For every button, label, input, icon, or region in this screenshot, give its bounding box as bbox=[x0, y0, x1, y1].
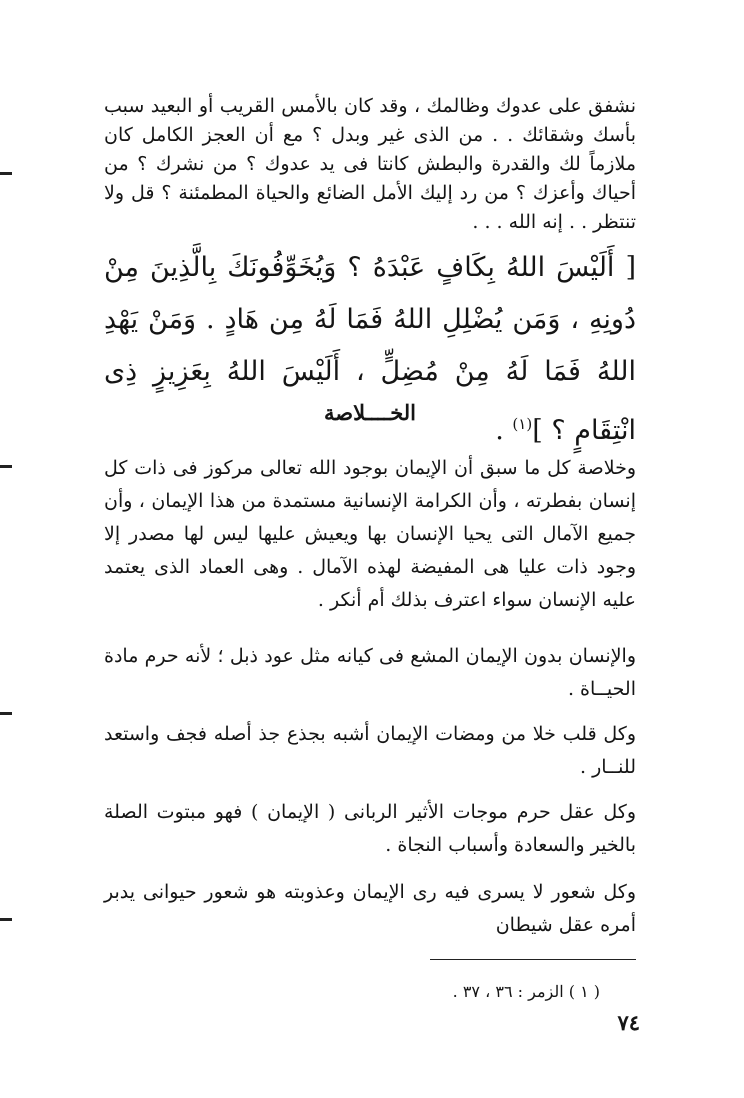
footnote-reference: (١) bbox=[512, 415, 533, 433]
quran-verse-text: [ أَلَيْسَ اللهُ بِكَافٍ عَبْدَهُ ؟ وَيُخَوِّفُونَكَ بِالَّذِينَ مِنْ دُونِهِ ، وَمَن يُضْلِلِ اللهُ فَمَا لَهُ مِن هَادٍ . وَمَنْ يَهْدِ اللهُ فَمَا لَهُ مِنْ مُضِلٍّ ، أَلَيْسَ اللهُ بِعَزِيزٍ ذِى انْتِقَامٍ ؟ ] bbox=[104, 252, 636, 446]
page-number: ٧٤ bbox=[617, 1010, 640, 1035]
paragraph-heart: وكل قلب خلا من ومضات الإيمان أشبه بجذع جذ أصله فجف واستعد للنــار . bbox=[104, 723, 636, 778]
paragraph-human: والإنسان بدون الإيمان المشع فى كيانه مثل عود ذبل ؛ لأنه حرم مادة الحيــاة . bbox=[104, 645, 636, 700]
footnote-divider bbox=[430, 959, 636, 960]
paragraph-feeling: وكل شعور لا يسرى فيه رى الإيمان وعذوبته هو شعور حيوانى يدبر أمره عقل شيطان bbox=[104, 881, 636, 936]
section-heading: الخــــلاصة bbox=[323, 400, 417, 425]
margin-mark bbox=[0, 465, 12, 468]
footnote: ( ١ ) الزمر : ٣٦ ، ٣٧ . bbox=[452, 982, 600, 1001]
paragraph-summary: وخلاصة كل ما سبق أن الإيمان بوجود الله تعالى مركوز فى ذات كل إنسان بفطرته ، وأن الكرامة الإنسانية مستمدة من هذا الإيمان ، وأن جميع الآمال التى يحيا الإنسان بها ويعيش عليها ليس لها مصدر إلا وجود ذات عليا هى المفيضة لهذه الآمال . وهى العماد الذى يعتمد عليه الإنسان سواء اعترف بذلك أم أنكر . bbox=[104, 457, 636, 611]
paragraph-mind: وكل عقل حرم موجات الأثير الربانى ( الإيمان ) فهو مبتوت الصلة بالخير والسعادة وأسباب النجاة . bbox=[104, 801, 636, 856]
paragraph-intro: نشفق على عدوك وظالمك ، وقد كان بالأمس القريب أو البعيد سبب بأسك وشقائك . . من الذى غير وبدل ؟ مع أن العجز الكامل كان ملازماً لك والقدرة والبطش كانتا فى يد عدوك ؟ من نشرك ؟ من أحياك وأعزك ؟ من رد إليك الأمل الضائع والحياة المطمئنة ؟ قل ولا تنتظر . . إنه الله . . . bbox=[104, 95, 636, 233]
margin-mark bbox=[0, 918, 12, 921]
margin-mark bbox=[0, 172, 12, 175]
quran-verse: [ أَلَيْسَ اللهُ بِكَافٍ عَبْدَهُ ؟ وَيُخَوِّفُونَكَ بِالَّذِينَ مِنْ دُونِهِ ، وَمَن يُضْلِلِ اللهُ فَمَا لَهُ مِن هَادٍ . وَمَنْ يَهْدِ اللهُ فَمَا لَهُ مِنْ مُضِلٍّ ، أَلَيْسَ اللهُ بِعَزِيزٍ ذِى انْتِقَامٍ ؟ ]$^{(١)}$ . bbox=[104, 252, 636, 446]
margin-mark bbox=[0, 712, 12, 715]
